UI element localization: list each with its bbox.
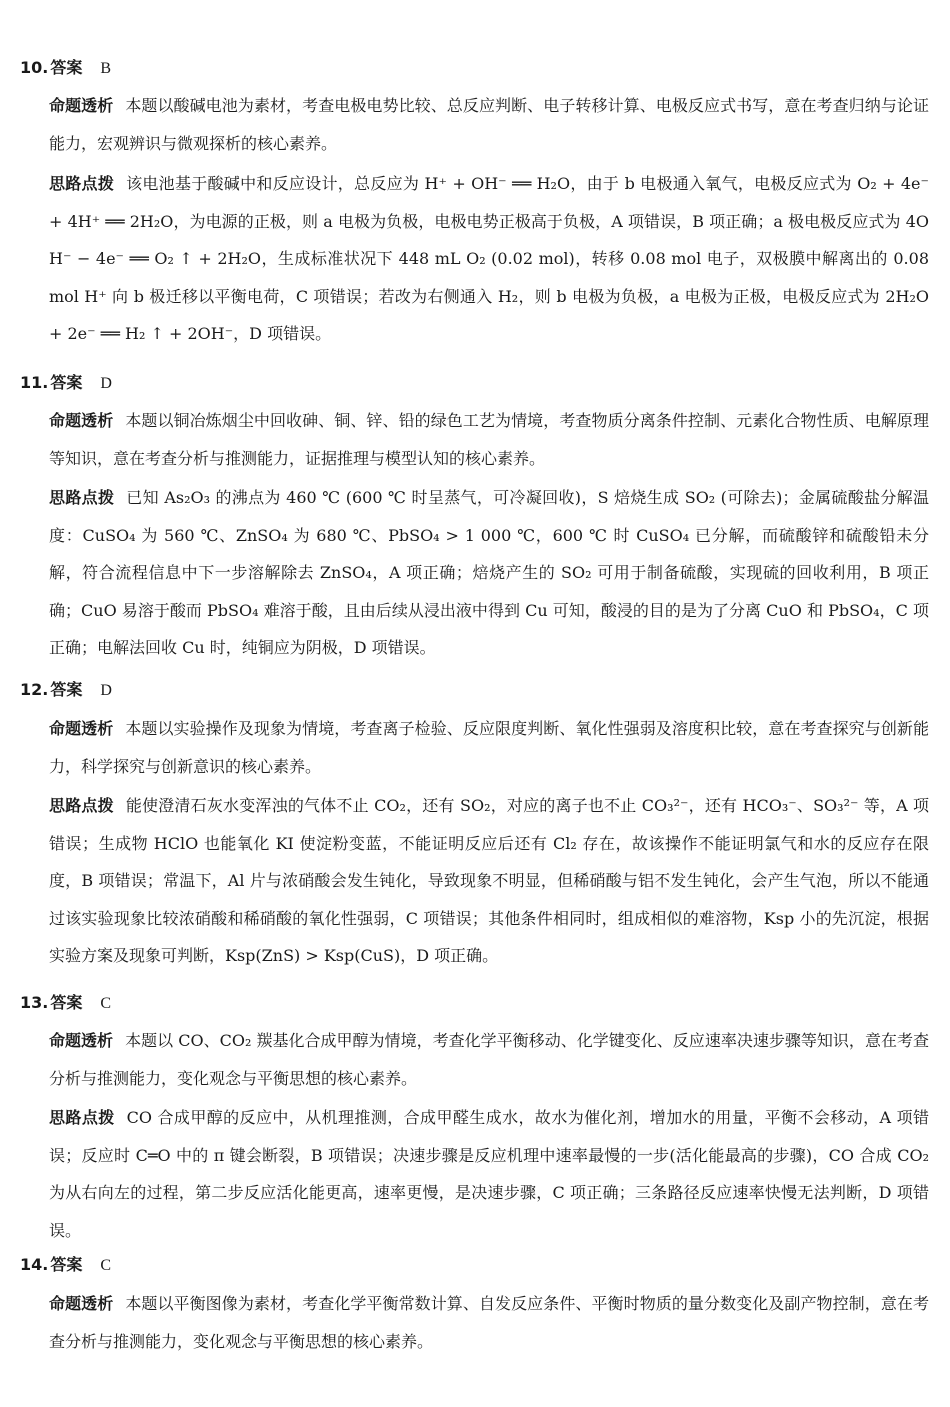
answer-value: C <box>100 1257 112 1274</box>
question-12-hint <box>49 787 929 975</box>
intent-text: 本题以平衡图像为素材，考查化学平衡常数计算、自发反应条件、平衡时物质的量分数变化及副产物控制，意在考查分析与推测能力，变化观念与平衡思想的核心素养。 <box>49 1294 929 1351</box>
intent-text: 本题以实验操作及现象为情境，考查离子检验、反应限度判断、氧化性强弱及溶度积比较，意在考查探究与创新能力，科学探究与创新意识的核心素养。 <box>49 719 929 776</box>
hint-text: 该电池基于酸碱中和反应设计，总反应为 H⁺ + OH⁻ ══ H₂O，由于 b 电极通入氧气，电极反应式为 O₂ + 4e⁻ + 4H⁺ ══ 2H₂O，为电源的正极，则 a 电极为负极，电极电势正极高于负极，A 项错误，B 项正确；a 极电极反应式为 4OH⁻ − 4e⁻ ══ O₂ ↑ + 2H₂O，生成标准状况下 448 mL O₂ (0.02 mol)，转移 0.08 mol 电子，双极膜中解离出的 0.08 mol H⁺ 向 b 极迁移以平衡电荷，C 项错误；若改为右侧通入 H₂，则 b 电极为负极，a 电极为正极，电极反应式为 2H₂O + 2e⁻ ══ H₂ ↑ + 2OH⁻，D 项错误。 <box>49 174 929 343</box>
question-11-answer-header <box>20 372 112 395</box>
question-13-answer-header <box>20 992 111 1015</box>
intent-label: 命题透析 <box>49 96 114 115</box>
intent-label: 命题透析 <box>49 1294 114 1313</box>
answer-label: 答案 <box>50 993 83 1012</box>
hint-label: 思路点拨 <box>49 796 114 815</box>
answer-value: C <box>100 995 112 1012</box>
hint-label: 思路点拨 <box>49 174 115 193</box>
intent-text: 本题以铜冶炼烟尘中回收砷、铜、锌、铅的绿色工艺为情境，考查物质分离条件控制、元素化合物性质、电解原理等知识，意在考查分析与推测能力，证据推理与模型认知的核心素养。 <box>49 411 929 468</box>
answer-label: 答案 <box>50 58 83 77</box>
question-number: 14. <box>20 1255 49 1274</box>
answer-label: 答案 <box>50 1255 83 1274</box>
question-number: 10. <box>20 58 49 77</box>
question-13-hint <box>49 1099 929 1249</box>
answer-value: D <box>100 682 112 699</box>
intent-text: 本题以 CO、CO₂ 羰基化合成甲醇为情境，考查化学平衡移动、化学键变化、反应速率决速步骤等知识，意在考查分析与推测能力，变化观念与平衡思想的核心素养。 <box>49 1031 929 1088</box>
hint-text: CO 合成甲醇的反应中，从机理推测，合成甲醛生成水，故水为催化剂，增加水的用量，平衡不会移动，A 项错误；反应时 C═O 中的 π 键会断裂，B 项错误；决速步骤是反应机理中速率最慢的一步(活化能最高的步骤)，CO 合成 CO₂ 为从右向左的过程，第二步反应活化能更高，速率更慢，是决速步骤，C 项正确；三条路径反应速率快慢无法判断，D 项错误。 <box>49 1108 929 1240</box>
question-10-intent <box>49 87 929 162</box>
question-13-intent <box>49 1022 929 1097</box>
intent-label: 命题透析 <box>49 1031 114 1050</box>
question-14-answer-header <box>20 1254 111 1277</box>
question-number: 13. <box>20 993 49 1012</box>
intent-text: 本题以酸碱电池为素材，考查电极电势比较、总反应判断、电子转移计算、电极反应式书写，意在考查归纳与论证能力，宏观辨识与微观探析的核心素养。 <box>49 96 929 153</box>
question-11-intent <box>49 402 929 477</box>
answer-label: 答案 <box>50 680 83 699</box>
intent-label: 命题透析 <box>49 411 114 430</box>
question-12-intent <box>49 710 929 785</box>
answer-value: B <box>100 60 112 77</box>
question-number: 12. <box>20 680 49 699</box>
intent-label: 命题透析 <box>49 719 114 738</box>
answer-label: 答案 <box>50 373 83 392</box>
hint-text: 能使澄清石灰水变浑浊的气体不止 CO₂，还有 SO₂，对应的离子也不止 CO₃²⁻，还有 HCO₃⁻、SO₃²⁻ 等，A 项错误；生成物 HClO 也能氧化 KI 使淀粉变蓝，不能证明反应后还有 Cl₂ 存在，故该操作不能证明氯气和水的反应存在限度，B 项错误；常温下，Al 片与浓硝酸会发生钝化，导致现象不明显，但稀硝酸与铝不发生钝化，会产生气泡，所以不能通过该实验现象比较浓硝酸和稀硝酸的氧化性强弱，C 项错误；其他条件相同时，组成相似的难溶物，Ksp 小的先沉淀，根据实验方案及现象可判断，Ksp(ZnS) > Ksp(CuS)，D 项正确。 <box>49 796 929 965</box>
answer-value: D <box>100 375 112 392</box>
question-number: 11. <box>20 373 49 392</box>
question-10-answer-header <box>20 57 111 80</box>
question-11-hint <box>49 479 929 667</box>
question-14-intent <box>49 1285 929 1360</box>
hint-label: 思路点拨 <box>49 488 115 507</box>
question-12-answer-header <box>20 679 112 702</box>
question-10-hint <box>49 165 929 353</box>
hint-text: 已知 As₂O₃ 的沸点为 460 ℃ (600 ℃ 时呈蒸气，可冷凝回收)，S 焙烧生成 SO₂ (可除去)；金属硫酸盐分解温度：CuSO₄ 为 560 ℃、ZnSO₄ 为 680 ℃、PbSO₄ > 1 000 ℃，600 ℃ 时 CuSO₄ 已分解，而硫酸锌和硫酸铅未分解，符合流程信息中下一步溶解除去 ZnSO₄，A 项正确；焙烧产生的 SO₂ 可用于制备硫酸，实现硫的回收利用，B 项正确；CuO 易溶于酸而 PbSO₄ 难溶于酸，且由后续从浸出液中得到 Cu 可知，酸浸的目的是为了分离 CuO 和 PbSO₄，C 项正确；电解法回收 Cu 时，纯铜应为阴极，D 项错误。 <box>49 488 929 657</box>
hint-label: 思路点拨 <box>49 1108 115 1127</box>
